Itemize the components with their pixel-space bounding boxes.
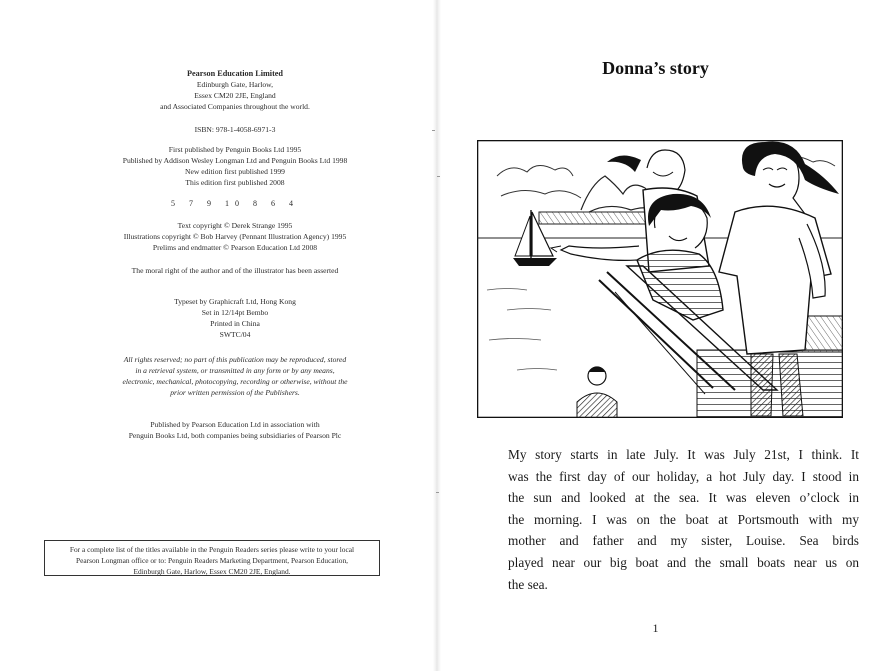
moral-right: The moral right of the author and of the illustrator has been asserted xyxy=(131,266,339,275)
publisher-block xyxy=(60,68,410,112)
story-line: played near our big boat and the small boats near us on xyxy=(508,554,859,570)
production-line: Typeset by Graphicraft Ltd, Hong Kong xyxy=(174,297,296,306)
copyright-page xyxy=(0,0,433,671)
rights-notice-line: in a retrieval system, or transmitted in any form or by any means, xyxy=(135,366,335,375)
story-text xyxy=(508,444,859,595)
story-line: was the first day of our holiday, a hot July day. I stood in xyxy=(508,468,859,484)
publisher-address-line: Edinburgh Gate, Harlow, xyxy=(196,80,274,89)
production-line: Printed in China xyxy=(210,319,260,328)
association-block xyxy=(60,419,410,441)
edition-numbers-block xyxy=(60,198,410,209)
publisher-address-line: Essex CM20 2JE, England xyxy=(194,91,276,100)
scan-speck xyxy=(437,176,440,177)
history-line: New edition first published 1999 xyxy=(185,167,285,176)
copyright-block xyxy=(60,220,410,253)
story-line: the morning. I was on the boat at Portsmouth with my xyxy=(508,511,859,527)
notice-line: Edinburgh Gate, Harlow, Essex CM20 2JE, England. xyxy=(133,567,291,576)
production-line: Set in 12/14pt Bembo xyxy=(201,308,269,317)
story-line: mother and father and my sister, Louise. Sea birds xyxy=(508,533,859,549)
story-line: the sun and looked at the sea. It was eleven o’clock in xyxy=(508,490,859,506)
isbn-block xyxy=(60,124,410,135)
rights-notice-line: electronic, mechanical, photocopying, recording or otherwise, without the xyxy=(122,377,348,386)
titles-list-notice xyxy=(44,540,380,576)
page-number: 1 xyxy=(652,621,659,635)
isbn: ISBN: 978-1-4058-6971-3 xyxy=(194,125,276,134)
publisher-address-line: and Associated Companies throughout the world. xyxy=(160,102,310,111)
scan-speck xyxy=(432,130,435,131)
history-line: Published by Addison Wesley Longman Ltd and Penguin Books Ltd 1998 xyxy=(122,156,348,165)
copyright-line: Prelims and endmatter © Pearson Education Ltd 2008 xyxy=(152,243,318,252)
history-line: This edition first published 2008 xyxy=(185,178,285,187)
edition-numbers: 5 7 9 10 8 6 4 xyxy=(171,199,299,208)
rights-notice-line: prior written permission of the Publishers. xyxy=(170,388,300,397)
history-line: First published by Penguin Books Ltd 1995 xyxy=(168,145,302,154)
production-line: SWTC/04 xyxy=(219,330,251,339)
notice-line: Pearson Longman office or to: Penguin Readers Marketing Department, Pearson Education, xyxy=(75,556,348,565)
rights-notice-line: All rights reserved; no part of this publication may be reproduced, stored xyxy=(123,355,347,364)
rights-notice xyxy=(60,354,410,398)
production-block xyxy=(60,296,410,340)
scan-speck xyxy=(436,492,439,493)
chapter-title: Donna’s story xyxy=(602,58,709,78)
story-line: My story starts in late July. It was July 21st, I think. It xyxy=(508,447,859,462)
association-line: Penguin Books Ltd, both companies being subsidiaries of Pearson Plc xyxy=(128,431,342,440)
copyright-line: Text copyright © Derek Strange 1995 xyxy=(177,221,293,230)
publisher-name: Pearson Education Limited xyxy=(187,69,283,78)
notice-line: For a complete list of the titles available in the Penguin Readers series please write to your local xyxy=(69,545,355,554)
story-page xyxy=(441,0,870,671)
book-gutter xyxy=(433,0,441,671)
story-line: the sea. xyxy=(508,576,548,592)
copyright-line: Illustrations copyright © Bob Harvey (Pennant Illustration Agency) 1995 xyxy=(123,232,347,241)
publication-history xyxy=(60,144,410,188)
association-line: Published by Pearson Education Ltd in association with xyxy=(150,420,320,429)
ferry-deck-illustration xyxy=(477,140,843,418)
moral-right-block xyxy=(60,265,410,276)
